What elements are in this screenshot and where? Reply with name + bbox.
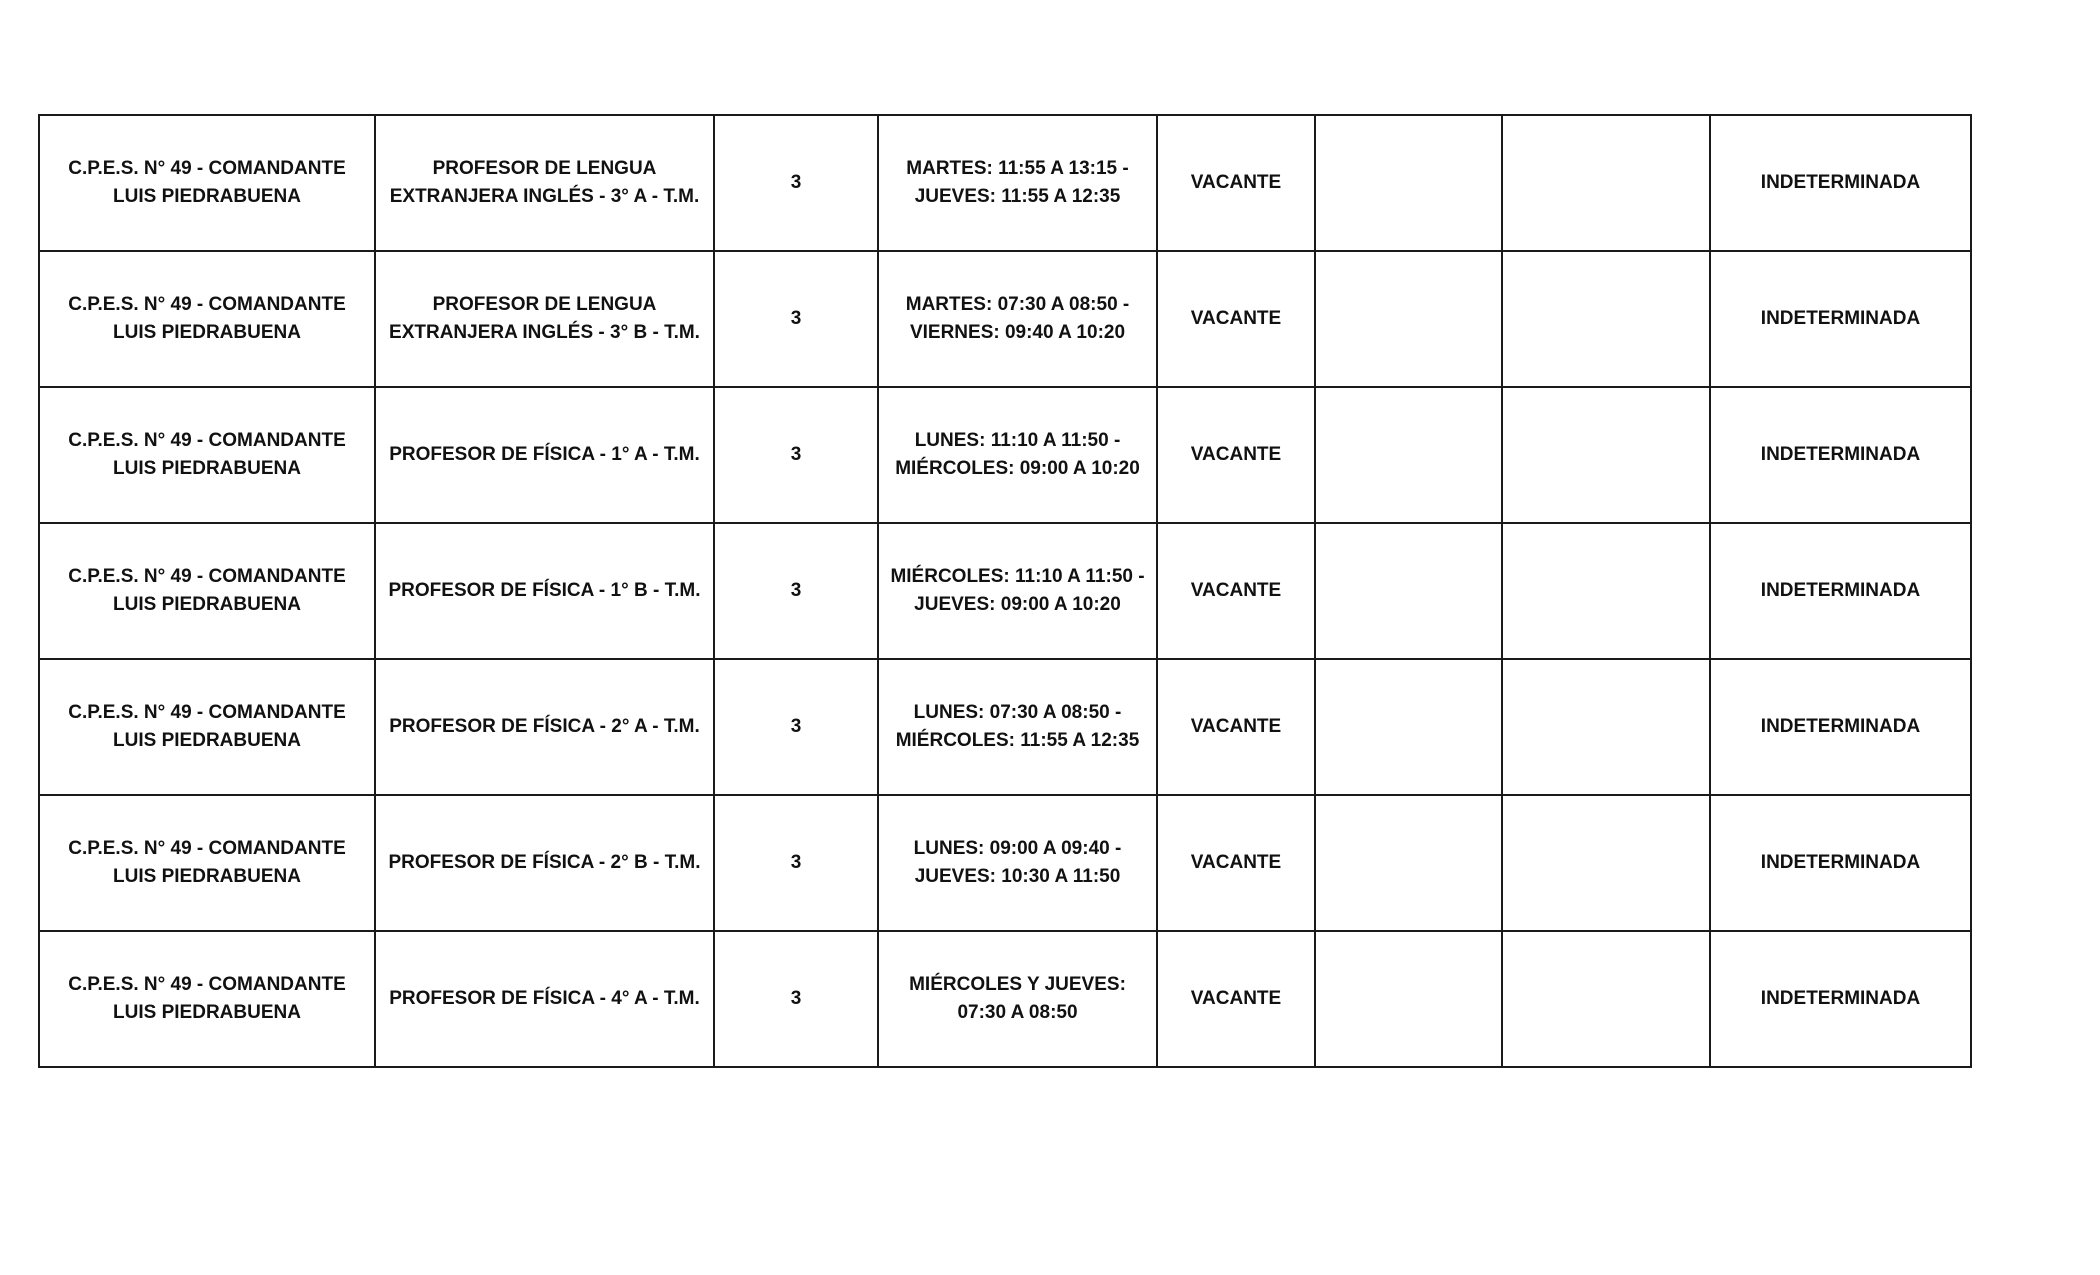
empty-cell <box>1502 387 1710 523</box>
hours-cell: 3 <box>714 115 878 251</box>
empty-cell <box>1502 659 1710 795</box>
duration-cell: INDETERMINADA <box>1710 931 1971 1067</box>
situation-cell: VACANTE <box>1157 251 1315 387</box>
position-cell: PROFESOR DE FÍSICA - 1° B - T.M. <box>375 523 714 659</box>
school-cell: C.P.E.S. N° 49 - COMANDANTE LUIS PIEDRABUENA <box>39 115 375 251</box>
empty-cell <box>1315 251 1502 387</box>
duration-cell: INDETERMINADA <box>1710 251 1971 387</box>
table-row <box>39 251 1971 387</box>
schedule-cell: LUNES: 07:30 A 08:50 - MIÉRCOLES: 11:55 A 12:35 <box>878 659 1157 795</box>
school-cell: C.P.E.S. N° 49 - COMANDANTE LUIS PIEDRABUENA <box>39 931 375 1067</box>
situation-cell: VACANTE <box>1157 523 1315 659</box>
duration-cell: INDETERMINADA <box>1710 795 1971 931</box>
position-cell: PROFESOR DE FÍSICA - 2° A - T.M. <box>375 659 714 795</box>
duration-cell: INDETERMINADA <box>1710 115 1971 251</box>
empty-cell <box>1502 251 1710 387</box>
position-cell: PROFESOR DE LENGUA EXTRANJERA INGLÉS - 3° B - T.M. <box>375 251 714 387</box>
duration-cell: INDETERMINADA <box>1710 659 1971 795</box>
duration-cell: INDETERMINADA <box>1710 387 1971 523</box>
empty-cell <box>1502 115 1710 251</box>
empty-cell <box>1315 115 1502 251</box>
position-cell: PROFESOR DE LENGUA EXTRANJERA INGLÉS - 3° A - T.M. <box>375 115 714 251</box>
vacancies-table <box>38 114 1972 1068</box>
hours-cell: 3 <box>714 387 878 523</box>
schedule-cell: MARTES: 07:30 A 08:50 - VIERNES: 09:40 A 10:20 <box>878 251 1157 387</box>
schedule-cell: MIÉRCOLES: 11:10 A 11:50 - JUEVES: 09:00 A 10:20 <box>878 523 1157 659</box>
table-row <box>39 523 1971 659</box>
school-cell: C.P.E.S. N° 49 - COMANDANTE LUIS PIEDRABUENA <box>39 523 375 659</box>
hours-cell: 3 <box>714 931 878 1067</box>
schedule-cell: MIÉRCOLES Y JUEVES: 07:30 A 08:50 <box>878 931 1157 1067</box>
situation-cell: VACANTE <box>1157 931 1315 1067</box>
hours-cell: 3 <box>714 795 878 931</box>
table-row <box>39 387 1971 523</box>
situation-cell: VACANTE <box>1157 659 1315 795</box>
hours-cell: 3 <box>714 523 878 659</box>
school-cell: C.P.E.S. N° 49 - COMANDANTE LUIS PIEDRABUENA <box>39 387 375 523</box>
school-cell: C.P.E.S. N° 49 - COMANDANTE LUIS PIEDRABUENA <box>39 251 375 387</box>
hours-cell: 3 <box>714 659 878 795</box>
schedule-cell: LUNES: 11:10 A 11:50 - MIÉRCOLES: 09:00 A 10:20 <box>878 387 1157 523</box>
empty-cell <box>1315 931 1502 1067</box>
school-cell: C.P.E.S. N° 49 - COMANDANTE LUIS PIEDRABUENA <box>39 659 375 795</box>
table-row <box>39 795 1971 931</box>
schedule-cell: MARTES: 11:55 A 13:15 - JUEVES: 11:55 A 12:35 <box>878 115 1157 251</box>
empty-cell <box>1315 659 1502 795</box>
duration-cell: INDETERMINADA <box>1710 523 1971 659</box>
table-row <box>39 659 1971 795</box>
empty-cell <box>1502 523 1710 659</box>
empty-cell <box>1502 795 1710 931</box>
school-cell: C.P.E.S. N° 49 - COMANDANTE LUIS PIEDRABUENA <box>39 795 375 931</box>
position-cell: PROFESOR DE FÍSICA - 1° A - T.M. <box>375 387 714 523</box>
schedule-cell: LUNES: 09:00 A 09:40 - JUEVES: 10:30 A 11:50 <box>878 795 1157 931</box>
situation-cell: VACANTE <box>1157 387 1315 523</box>
situation-cell: VACANTE <box>1157 115 1315 251</box>
position-cell: PROFESOR DE FÍSICA - 2° B - T.M. <box>375 795 714 931</box>
empty-cell <box>1315 523 1502 659</box>
empty-cell <box>1315 795 1502 931</box>
empty-cell <box>1315 387 1502 523</box>
position-cell: PROFESOR DE FÍSICA - 4° A - T.M. <box>375 931 714 1067</box>
situation-cell: VACANTE <box>1157 795 1315 931</box>
hours-cell: 3 <box>714 251 878 387</box>
table-row <box>39 115 1971 251</box>
table-row <box>39 931 1971 1067</box>
empty-cell <box>1502 931 1710 1067</box>
